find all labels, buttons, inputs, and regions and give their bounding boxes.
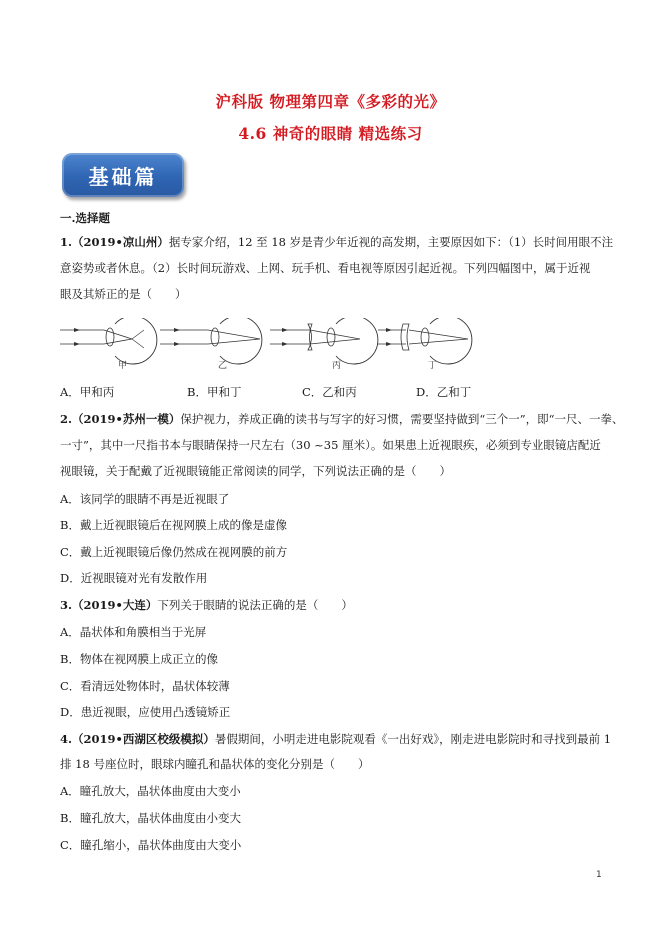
document-subtitle: 4.6 神奇的眼睛 精选练习 <box>238 124 423 143</box>
q1-option-b: B．甲和丁 <box>187 385 242 399</box>
q3-option-a: A．晶状体和角膜相当于光屏 <box>60 625 207 639</box>
figure-label: 丁 <box>428 361 438 371</box>
q1-option-a: A．甲和丙 <box>60 385 115 399</box>
q2-line-2: 一寸”，其中一尺指书本与眼睛保持一尺左右（30 ~35 厘米）。如果患上近视眼疾，必须到专业眼镜店配近 <box>60 438 601 452</box>
q4-source: （2019•西湖区校级模拟） <box>72 732 215 746</box>
q2-option-d: D．近视眼镜对光有发散作用 <box>60 571 208 585</box>
section-badge: 基础篇 <box>62 153 184 197</box>
q4-option-b: B．瞳孔放大，晶状体曲度由小变大 <box>60 811 241 825</box>
document-title: 沪科版 物理第四章《多彩的光》 <box>215 92 446 111</box>
section-heading: 一.选择题 <box>60 211 111 225</box>
q1-text: 据专家介绍，12 至 18 岁是青少年近视的高发期，主要原因如下：（1）长时间用眼不注 <box>168 235 614 249</box>
q4-line-2: 排 18 号座位时，眼球内瞳孔和晶状体的变化分别是（ ） <box>60 757 370 771</box>
figure-label: 乙 <box>218 361 228 371</box>
q2-option-b: B．戴上近视眼镜后在视网膜上成的像是虚像 <box>60 518 287 532</box>
q3-option-c: C．看清远处物体时，晶状体较薄 <box>60 679 230 693</box>
eye-diagram-bing <box>270 318 378 371</box>
q2-text: 保护视力，养成正确的读书与写字的好习惯，需要坚持做到“三个一”，即“一尺、一拳、 <box>180 412 624 426</box>
q2-line-3: 视眼镜，关于配戴了近视眼镜能正常阅读的同学，下列说法正确的是（ ） <box>60 464 451 478</box>
q4-line-1 <box>60 731 611 747</box>
q2-line-1 <box>60 411 624 427</box>
q2-option-c: C．戴上近视眼镜后像仍然成在视网膜的前方 <box>60 545 288 559</box>
eye-diagrams <box>60 318 510 374</box>
q2-number: 2. <box>60 412 73 426</box>
page-number: 1 <box>596 870 602 880</box>
q4-number: 4. <box>60 732 73 746</box>
q3-option-b: B．物体在视网膜上成正立的像 <box>60 652 218 666</box>
figure-label: 甲 <box>118 361 128 371</box>
q2-source: （2019•苏州一模） <box>72 412 181 426</box>
q2-option-a: A．该同学的眼睛不再是近视眼了 <box>60 492 230 506</box>
q3-number: 3. <box>60 598 73 612</box>
figure-label: 丙 <box>332 361 342 371</box>
eye-diagram-ding <box>378 318 472 371</box>
q3-option-d: D．患近视眼，应使用凸透镜矫正 <box>60 705 231 719</box>
q4-option-c: C．瞳孔缩小，晶状体曲度由大变小 <box>60 838 242 852</box>
q1-source: （2019•凉山州） <box>72 235 169 249</box>
q1-option-d: D．乙和丁 <box>416 385 472 399</box>
q1-number: 1. <box>60 235 73 249</box>
q1-line-3: 眼及其矫正的是（ ） <box>60 287 187 301</box>
eye-diagram-yi <box>160 318 262 371</box>
eye-diagram-jia <box>60 318 157 371</box>
q1-option-c: C．乙和丙 <box>302 385 357 399</box>
q3-text: 下列关于眼睛的说法正确的是（ ） <box>157 598 353 612</box>
q1-line-2: 意姿势或者休息。（2）长时间玩游戏、上网、玩手机、看电视等原因引起近视。下列四幅图中，属于近视 <box>60 261 591 275</box>
q3-source: （2019•大连） <box>72 598 158 612</box>
q3-line-1 <box>60 597 353 613</box>
q4-option-a: A．瞳孔放大，晶状体曲度由大变小 <box>60 784 241 798</box>
q4-text: 暑假期间，小明走进电影院观看《一出好戏》，刚走进电影院时和寻找到最前 1 <box>214 732 612 746</box>
q1-line-1 <box>60 234 613 250</box>
